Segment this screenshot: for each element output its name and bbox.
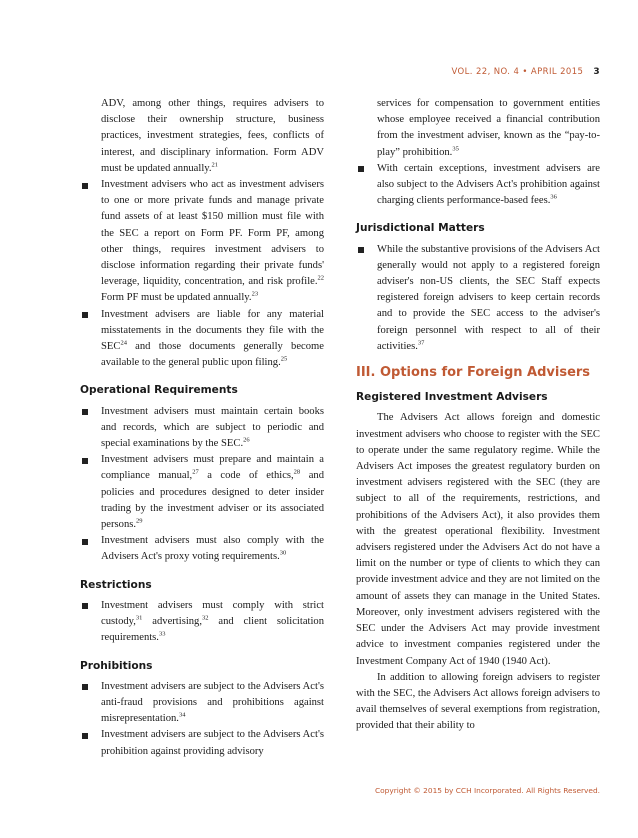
body-paragraph: The Advisers Act allows foreign and domestic investment advisers who choose to register with the SEC to operate under the same regulatory regime. While the Advisers Act imposes the greatest regulatory burden on investment advisers registered with the SEC (they are subject to all of the requirements, restrictions, and prohibitions of the Advisers Act), it also provides them with the greatest operational flexibility. Investment advisers registered under the Advisers Act do not have a limit on the number or type of clients to which they can provide investment advice and they are not limited on the amount of assets they can manage in the United States. Moreover, only investment advisers registered with the SEC under the Advisers Act may provide investment advice to investment companies registered under the Investment Company Act of 1940 (1940 Act). xyxy=(356,412,600,667)
footnote-ref[interactable]: 36 xyxy=(550,193,557,201)
footnote-ref[interactable]: 33 xyxy=(158,630,166,638)
bullet-item: Investment advisers are subject to the Advisers Act's prohibition against providing advisory xyxy=(80,727,324,759)
section-title-options: III. Options for Foreign Advisers xyxy=(356,365,591,381)
subsection-heading-registered: Registered Investment Advisers xyxy=(356,391,548,404)
footnote-ref[interactable]: 37 xyxy=(417,339,425,347)
bullet-item: Investment advisers must maintain certain books and records, which are subject to periodic and special examinations by the SEC.$^{26}$ xyxy=(80,404,324,453)
section-heading-operational: Operational Requirements xyxy=(80,384,238,397)
journal-issue: VOL. 22, NO. 4 • APRIL 2015 xyxy=(451,67,584,77)
footnote-ref[interactable]: 23 xyxy=(251,290,259,298)
footnote-ref[interactable]: 25 xyxy=(280,355,288,363)
footnote-ref[interactable]: 27 xyxy=(192,468,199,476)
footnote-ref[interactable]: 22 xyxy=(317,274,324,282)
running-header xyxy=(451,67,600,77)
section-heading-restrictions: Restrictions xyxy=(80,578,152,591)
footnote-ref[interactable]: 35 xyxy=(452,145,459,153)
page-number: 3 xyxy=(593,67,600,77)
footnote-ref[interactable]: 30 xyxy=(279,549,287,557)
bullet-item: Investment advisers are subject to the Advisers Act's anti-fraud provisions and prohibitions against misrepresentation.$^{34}$ xyxy=(80,679,324,728)
continued-bullet-text: services for compensation to government entities whose employee received a financial contribution from the investment adviser, known as the “pay-to-play” prohibition.$^{35}$ xyxy=(377,98,600,158)
footnote-ref[interactable]: 32 xyxy=(202,614,209,622)
footnote-ref[interactable]: 34 xyxy=(178,711,186,719)
footnote-ref[interactable]: 31 xyxy=(135,614,143,622)
bullet-item: With certain exceptions, investment advisers are also subject to the Advisers Act's prohibition against charging clients performance-based fees.$^{36}$ xyxy=(356,161,600,210)
bullet-item: While the substantive provisions of the Advisers Act generally would not apply to a registered foreign adviser's non-US clients, the SEC Staff expects registered foreign advisers to keep certain records and to provide the SEC access to the adviser's foreign personnel with respect to all of their activities.$^{37}$ xyxy=(356,242,600,355)
footnote-ref[interactable]: 26 xyxy=(243,436,250,444)
right-column xyxy=(356,96,600,735)
section-heading-jurisdictional: Jurisdictional Matters xyxy=(356,222,485,235)
footnote-ref[interactable]: 29 xyxy=(136,517,143,525)
footnote-ref[interactable]: 24 xyxy=(120,339,127,347)
copyright-footer: Copyright © 2015 by CCH Incorporated. All Rights Reserved. xyxy=(374,786,600,795)
bullet-item: Investment advisers are liable for any material misstatements in the documents they file with the SEC$^{24}$ and those documents generally become available to the general public upon filing.$^{25}$ xyxy=(80,307,324,372)
body-paragraph: In addition to allowing foreign advisers to register with the SEC, the Advisers Act allows foreign advisers to avail themselves of several exemptions from registration, provided that their ability to xyxy=(356,671,600,732)
footnote-ref[interactable]: 21 xyxy=(211,161,219,169)
continued-paragraph: ADV, among other things, requires advisers to disclose their ownership structure, business practices, investment strategies, fees, conflicts of interest, and disciplinary information. Form ADV must be updated annually.$^{21}$ xyxy=(101,98,324,174)
footnote-ref[interactable]: 28 xyxy=(293,468,301,476)
left-column xyxy=(80,96,324,760)
bullet-item: Investment advisers who act as investment advisers to one or more private funds and manage private fund assets of at least $150 million must file with the SEC a report on Form PF. Form PF, among other things, requires investment advisers to disclose information regarding their private funds' leverage, liquidity, concentration, and risk profile.$^{22}$ Form PF must be updated annually.$^{23}$ xyxy=(80,177,324,307)
bullet-item: Investment advisers must comply with strict custody,$^{31}$ advertising,$^{32}$ and client solicitation requirements.$^{33}$ xyxy=(80,598,324,647)
bullet-item: Investment advisers must prepare and maintain a compliance manual,$^{27}$ a code of ethics,$^{28}$ and policies and procedures designed to deter insider trading by the investment adviser or its associated persons.$^{29}$ xyxy=(80,452,324,533)
section-heading-prohibitions: Prohibitions xyxy=(80,659,153,672)
bullet-item: Investment advisers must also comply with the Advisers Act's proxy voting requirements.$^{30}$ xyxy=(80,533,324,565)
